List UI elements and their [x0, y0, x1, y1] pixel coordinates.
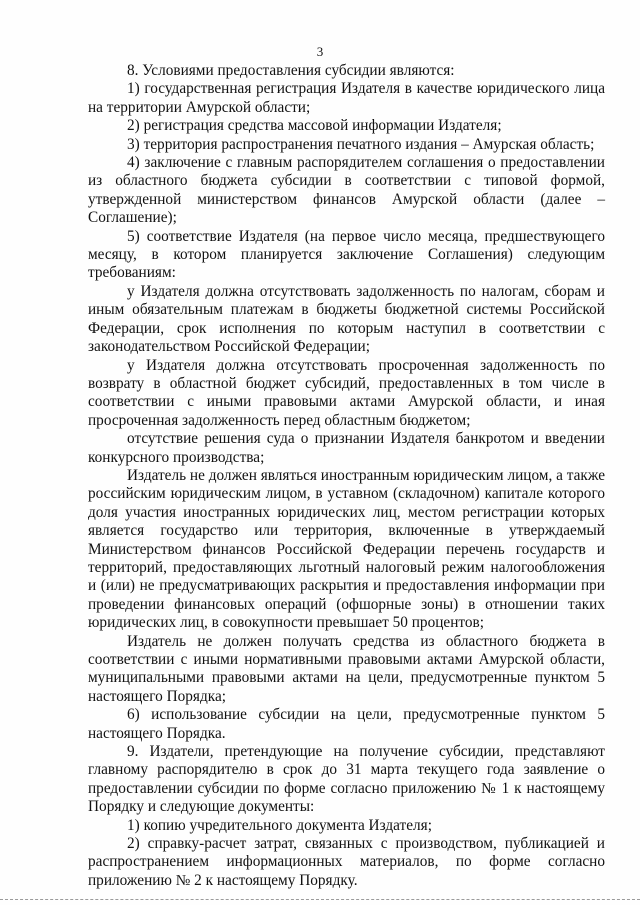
page-number: 3 — [316, 44, 324, 59]
paragraph-8: 8. Условиями предоставления субсидии являются: — [127, 62, 455, 79]
requirement-no-bankruptcy: отсутствие решения суда о признании Издателя банкротом и введении конкурсного производства; — [88, 430, 605, 466]
requirement-overdue-debt: у Издателя должна отсутствовать просроченная задолженность по возврату в областной бюджет субсидий, предоставленных в том числе в соответствии с иными правовыми актами Амурской области, и иная просроченная задолженность перед областным бюджетом; — [88, 356, 605, 429]
paragraph-8-item-2: 2) регистрация средства массовой информации Издателя; — [127, 117, 502, 135]
paragraph-9-item-2: 2) справку-расчет затрат, связанных с производством, публикацией и распространением информационных материалов, по форме согласно приложению № 2 к настоящему Порядку. — [88, 835, 605, 889]
document-body — [88, 62, 605, 890]
scan-edge-line — [0, 899, 640, 905]
requirement-no-other-funding: Издатель не должен получать средства из областного бюджета в соответствии с иными нормативными правовыми актами Амурской области, муниципальными правовыми актами на цели, предусмотренные пунктом 5 настоящего Порядка; — [88, 632, 605, 705]
paragraph-8-item-6: 6) использование субсидии на цели, предусмотренные пунктом 5 настоящего Порядка. — [88, 706, 605, 742]
paragraph-8-item-3: 3) территория распространения печатного издания – Амурская область; — [127, 135, 595, 153]
paragraph-8-item-1: 1) государственная регистрация Издателя в качестве юридического лица на территории Амурской области; — [88, 80, 605, 116]
paragraph-9: 9. Издатели, претендующие на получение субсидии, представляют главному распорядителю в срок до 31 марта текущего года заявление о предоставлении субсидии по форме согласно приложению № 1 к настоящему Порядку и следующие документы: — [88, 743, 605, 816]
paragraph-8-item-5: 5) соответствие Издателя (на первое число месяца, предшествующего месяцу, в котором планируется заключение Соглашения) следующим требованиям: — [88, 227, 605, 282]
requirement-tax-debt: у Издателя должна отсутствовать задолженность по налогам, сборам и иным обязательным платежам в бюджеты бюджетной системы Российской Федерации, срок исполнения по которым наступил в соответствии с законодательством Российской Федерации; — [88, 282, 605, 356]
requirement-not-foreign-entity: Издатель не должен являться иностранным юридическим лицом, а также российским юридическим лицом, в уставном (складочном) капитале которого доля участия иностранных юридических лиц, местом регистрации которых является государство или территория, включенные в утверждаемый Министерством финансов Российской Федерации перечень государств и территорий, предоставляющих льготный налоговый режим налогообложения и (или) не предусматривающих раскрытия и предоставления информации при проведении финансовых операций (офшорные зоны) в отношении таких юридических лиц, в совокупности превышает 50 процентов; — [88, 466, 605, 632]
paragraph-8-item-4: 4) заключение с главным распорядителем соглашения о предоставлении из областного бюджета субсидии в соответствии с типовой формой, утвержденной министерством финансов Амурской области (далее – Соглашение); — [88, 154, 605, 227]
paragraph-9-item-1: 1) копию учредительного документа Издателя; — [127, 816, 432, 834]
